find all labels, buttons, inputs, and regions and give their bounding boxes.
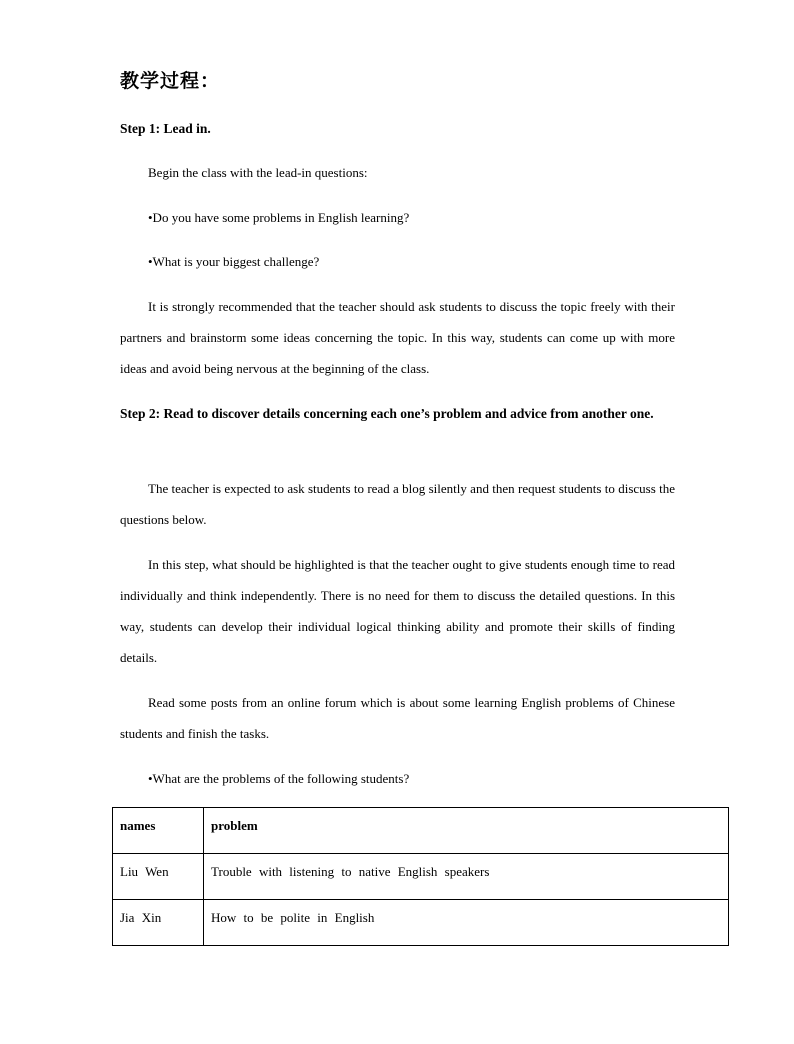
step2-question: •What are the problems of the following students?: [148, 771, 410, 786]
table-header-row: [113, 808, 729, 854]
step1-question-1: •Do you have some problems in English learning?: [148, 210, 410, 225]
cell-problem: Trouble with listening to native English speakers: [204, 854, 729, 900]
problems-table: [112, 807, 729, 946]
step2-paragraph-3: Read some posts from an online forum which is about some learning English problems of Chinese students and finish the tasks.: [120, 695, 675, 741]
step1-intro: Begin the class with the lead-in questions:: [148, 165, 368, 180]
header-names: names: [113, 808, 204, 854]
cell-name: Liu Wen: [113, 854, 204, 900]
step2-paragraph-2: In this step, what should be highlighted is that the teacher ought to give students enough time to read individually and think independently. There is no need for them to discuss the detailed questions. In this way, students can develop their individual logical thinking ability and promote their skills of finding details.: [120, 557, 675, 665]
step1-recommendation: It is strongly recommended that the teacher should ask students to discuss the topic freely with their partners and brainstorm some ideas concerning the topic. In this way, students can come up with more ideas and avoid being nervous at the beginning of the class.: [120, 299, 675, 376]
step2-title: Step 2: Read to discover details concerning each one’s problem and advice from another one.: [120, 406, 654, 421]
section-heading: 教学过程：: [120, 70, 221, 92]
table-row: [113, 900, 729, 946]
step1-title: Step 1: Lead in.: [120, 121, 211, 136]
step2-paragraph-1: The teacher is expected to ask students to read a blog silently and then request students to discuss the questions below.: [120, 481, 675, 527]
step1-question-2: •What is your biggest challenge?: [148, 254, 320, 269]
cell-problem: How to be polite in English: [204, 900, 729, 946]
header-problem: problem: [204, 808, 729, 854]
table-row: [113, 854, 729, 900]
cell-name: Jia Xin: [113, 900, 204, 946]
